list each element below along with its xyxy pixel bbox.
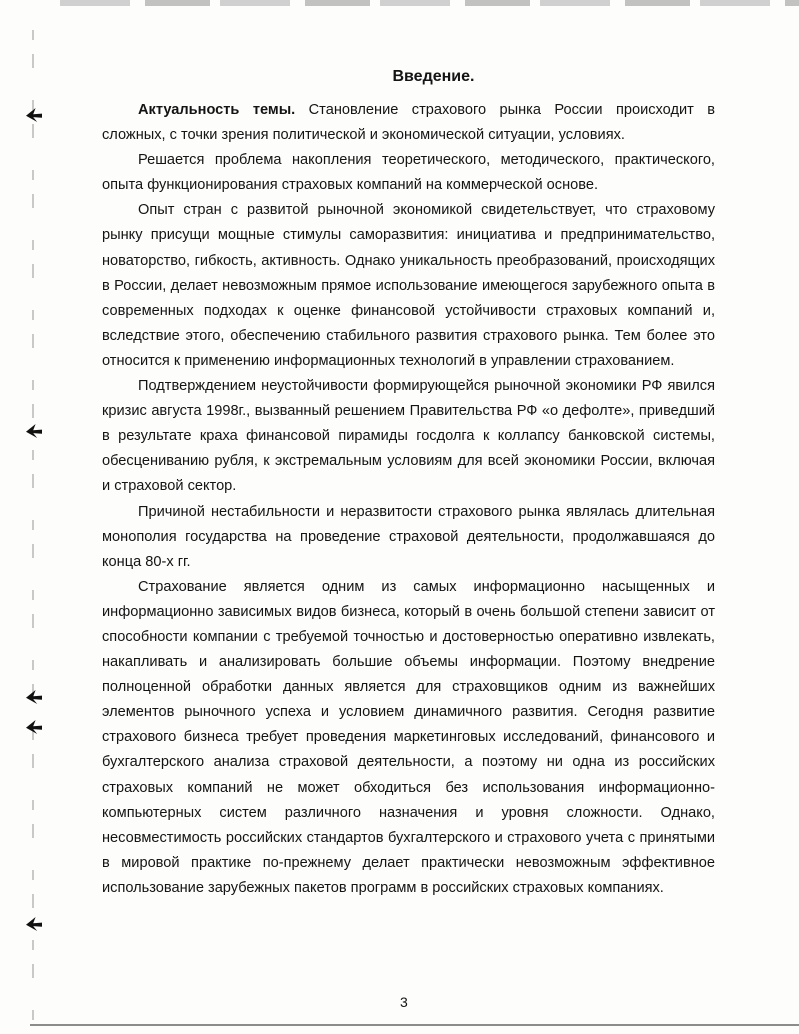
scan-artifact-bottom [30, 1024, 799, 1026]
scan-artifact-top [60, 0, 799, 6]
paragraph [102, 98, 715, 148]
paragraph [102, 374, 715, 499]
paragraph-text: Опыт стран с развитой рыночной экономикой свидетельствует, что страховому рынку присущи мощные стимулы саморазвития: инициатива и предпринимательство, новаторство, гибкость, активность. Однако уникальность преобразований, происходящих в России, делает невозможным прямое использование имеющегося зарубежного опыта в современных подходах к оценке финансовой устойчивости страховых компаний и, вследствие этого, обеспечению стабильного развития страхового рынка. Тем более это относится к применению информационных технологий в управлении страхованием. [102, 202, 715, 369]
paragraph [102, 500, 715, 575]
binding-mark-icon [26, 690, 42, 704]
paragraph [102, 575, 715, 901]
page-number: 3 [400, 994, 408, 1010]
paragraph-text: Решается проблема накопления теоретического, методического, практического, опыта функционирования страховых компаний на коммерческой основе. [102, 152, 715, 194]
scan-artifact-left [32, 30, 34, 1030]
paragraph [102, 148, 715, 198]
paragraph-text: Страхование является одним из самых информационно насыщенных и информационно зависимых видов бизнеса, который в очень большой степени зависит от способности компании с требуемой точностью и достоверностью оперативно извлекать, накапливать и анализировать большие объемы информации. Поэтому внедрение полноценной обработки данных является для страховщиков одним из важнейших элементов рыночного успеха и условием динамичного развития. Сегодня развитие страхового бизнеса требует проведения маркетинговых исследований, финансового и бухгалтерского анализа страховой деятельности, а поэтому ни одна из российских страховых компаний не может обходиться без использования информационно-компьютерных систем различного назначения и уровня сложности. Однако, несовместимость российских стандартов бухгалтерского и страхового учета с принятыми в мировой практике по-прежнему делает практически невозможным эффективное использование зарубежных пакетов программ в российских страховых компаниях. [102, 578, 715, 896]
document-title: Введение. [392, 68, 475, 85]
binding-mark-icon [26, 917, 42, 931]
paragraph-text: Причиной нестабильности и неразвитости страхового рынка являлась длительная монополия государства на проведение страховой деятельности, продолжавшаяся до конца 80-х гг. [102, 503, 715, 570]
paragraph-text: Становление страхового рынка России происходит в сложных, с точки зрения политической и экономической ситуации, условиях. [102, 102, 715, 144]
paragraph [102, 198, 715, 374]
paragraph-text: Подтверждением неустойчивости формирующейся рыночной экономики РФ явился кризис августа 1998г., вызванный решением Правительства РФ «о дефолте», приведший в результате краха финансовой пирамиды госдолга к коллапсу банковской системы, обесцениванию рубля, к экстремальным условиям для всей экономики России, включая и страховой сектор. [102, 378, 715, 495]
binding-mark-icon [26, 720, 42, 734]
binding-mark-icon [26, 424, 42, 438]
binding-mark-icon [26, 108, 42, 122]
paragraph-lead: Актуальность темы. [138, 102, 296, 118]
document-page [102, 64, 715, 901]
